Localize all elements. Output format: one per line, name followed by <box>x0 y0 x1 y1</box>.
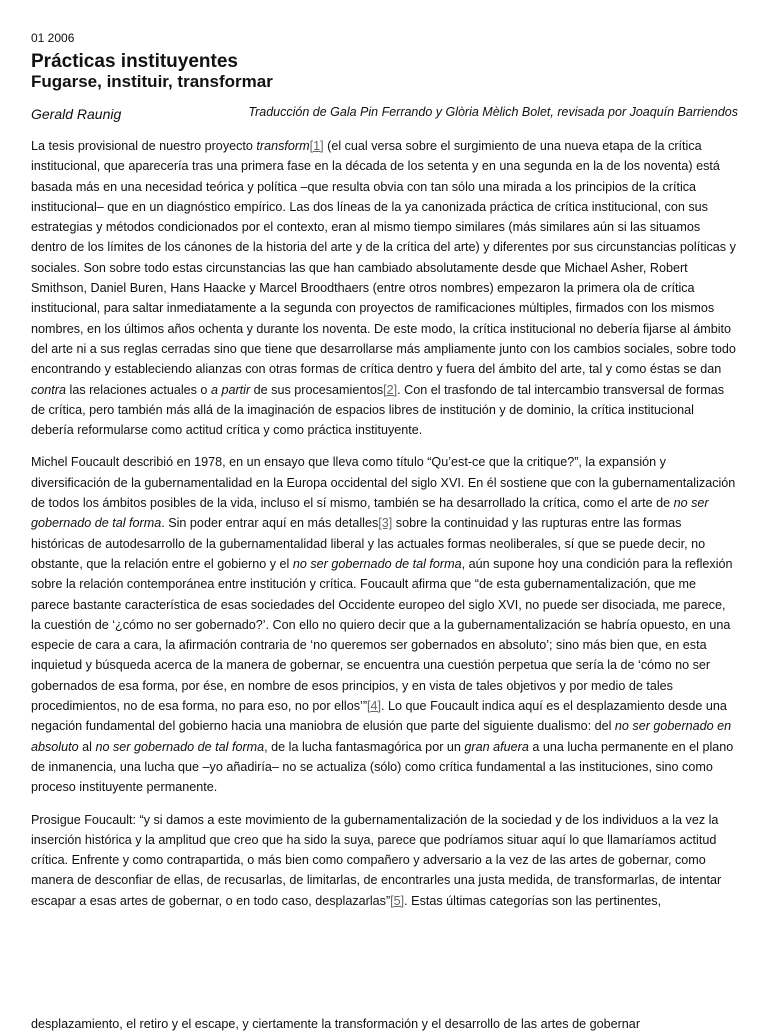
italic-text: no ser gobernado de tal forma <box>292 556 462 571</box>
author-name: Gerald Raunig <box>31 106 122 122</box>
italic-text: a partir <box>210 382 251 397</box>
footnote-link[interactable]: [4] <box>367 699 382 714</box>
italic-text: no ser gobernado de tal forma <box>31 496 709 531</box>
text-run: a una lucha permanente en el plano de inmanencia, una lucha que –yo añadiría– no se actualiza (sólo) como crítica fundamental a las instituciones, sino como proceso instituyente permanente. <box>31 739 734 795</box>
text-run: sobre la continuidad y las rupturas entre las formas históricas de autodesarrollo de la gubernamentalidad liberal y las actuales formas neoliberales, sí que se puede decir, no obstante, que la relación entre el gobierno y el <box>31 516 706 571</box>
text-run: . Lo que Foucault indica aquí es el desplazamiento desde una negación fundamental del gobierno hacia una maniobra de elusión que parte del siguiente dualismo: del <box>31 699 727 734</box>
text-run: Prosigue Foucault: “y si damos a este movimiento de la gubernamentalización de la sociedad y de los individuos a la vez la inserción histórica y la amplitud que creo que ha sido la suya, parece que podríamos situar aquí lo que llamaríamos actitud crítica. Enfrente y como contrapartida, o más bien como compañero y adversario a la vez de las artes de gobernar, como manera de desconfiar de ellas, de recusarlas, de limitarlas, de encontrarles una justa medida, de transformarlas, de intentar escapar a esas artes de gobernar, o en todo caso, desplazarlas” <box>31 812 722 908</box>
italic-text: no ser gobernado de tal forma <box>95 739 265 754</box>
byline <box>31 104 738 126</box>
article-title: Prácticas instituyentes <box>31 51 238 72</box>
article-subtitle: Fugarse, instituir, transformar <box>31 72 273 91</box>
text-run: . Con el trasfondo de tal intercambio transversal de formas de crítica, pero también más allá de la imaginación de espacios libres de institución y de dominio, la crítica institucional debería reformularse como actitud crítica y como práctica instituyente. <box>31 382 725 438</box>
text-run: Michel Foucault describió en 1978, en un ensayo que lleva como título “Qu’est-ce que la critique?”, la expansión y diversificación de la gubernamentalidad en la Europa occidental del siglo XVI. En él sostiene que con la gubernamentalización de todos los ámbitos posibles de la vida, incluso el sí mismo, también se ha desarrollado la crítica, como el arte de <box>31 455 736 511</box>
italic-text: transform <box>256 139 310 153</box>
translation-credit: Traducción de Gala Pin Ferrando y Glòria Mèlich Bolet, revisada por Joaquín Barriendos <box>248 105 738 119</box>
footnote-link[interactable]: [5] <box>390 893 405 908</box>
text-run: las relaciones actuales o <box>66 382 211 397</box>
body-paragraph-3 <box>31 810 738 911</box>
italic-text: contra <box>31 382 67 397</box>
footnote-link[interactable]: [3] <box>378 516 393 531</box>
issue-date: 01 2006 <box>31 31 75 45</box>
text-run: , aún supone hoy una condición para la reflexión sobre la relación contemporánea entre institución y crítica. Foucault afirma que “de esta gubernamentalización, que me parece bastante característica de esas sociedades del Occidente europeo del siglo XVI, no puede ser disociada, me parece, la cuestión de ‘¿cómo no ser gobernado?’. Con ello no quiero decir que a la gubernamentalización se habría opuesto, en una especie de cara a cara, la afirmación contraria de ‘no queremos ser gobernados en absoluto’; sino más bien que, en esta inquietud y búsqueda acerca de la manera de gobernar, se encuentra una cuestión perpetua que sería la de ‘cómo no ser gobernados de esa forma, por ése, en nombre de esos principios, y en vista de tales objetivos y por medio de tales procedimientos, no de esa forma, no para eso, no por ellos’” <box>31 556 733 714</box>
text-run: . Sin poder entrar aquí en más detalles <box>161 516 379 531</box>
italic-text: no ser gobernado en absoluto <box>31 719 732 754</box>
footnote-link[interactable]: [2] <box>383 382 398 397</box>
text-run: (el cual versa sobre el surgimiento de una nueva etapa de la crítica institucional, que aparecería tras una primera fase en la década de los setenta y en una segunda en la de los noventa) está basada más en una necesidad teórica y política –que resulta obvia con tan sólo una mirada a los principios de la crítica institucional– que en un diagnóstico empírico. Las dos líneas de la ya canonizada práctica de crítica institucional, con sus estrategias y métodos condicionados por el contexto, eran al mismo tiempo similares (más similares aún si las situamos dentro de los límites de los cánones de la historia del arte y de la crítica del arte) y diferentes por sus circunstancias políticas y sociales. Son sobre todo estas circunstancias las que han cambiado absolutamente desde que Michael Asher, Robert Smithson, Daniel Buren, Hans Haacke y Marcel Broodthaers (entre otros nombres) empezaron la primera ola de crítica institucional, para saltar inmediatamente a la segunda con proyectos de ramificaciones múltiples, firmados con los mismos nombres, en los últimos años ochenta y durante los noventa. De este modo, la crítica institucional no debería fijarse al ámbito del arte ni a sus reglas cerradas sino que tiene que desarrollarse más ampliamente junto con los cambios sociales, sobre todo encontrando y estableciendo alianzas con otras formas de crítica dentro y fuera del ámbito del arte, tal y como éstas se dan <box>31 139 736 377</box>
text-run: , de la lucha fantasmagórica por un <box>264 739 465 754</box>
footnote-link[interactable]: [1] <box>309 139 324 153</box>
text-run: de sus procesamientos <box>250 382 384 397</box>
article <box>31 31 738 923</box>
italic-text: gran afuera <box>464 739 529 754</box>
text-run: . Estas últimas categorías son las pertinentes, <box>404 893 662 908</box>
next-page-text: desplazamiento, el retiro y el escape, y ciertamente la transformación y el desarrollo de las artes de gobernar <box>31 1017 641 1031</box>
body-paragraph-1 <box>31 136 738 440</box>
text-run: al <box>78 739 96 754</box>
body-paragraph-2 <box>31 452 738 797</box>
text-run: La tesis provisional de nuestro proyecto <box>31 139 257 153</box>
